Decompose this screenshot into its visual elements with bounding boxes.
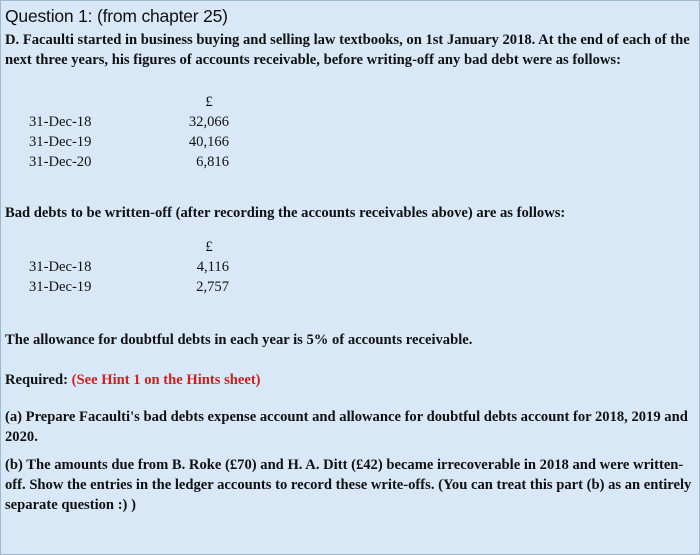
question-title: Question 1: (from chapter 25) [5,6,228,26]
question-intro: D. Facaulti started in business buying and selling law textbooks, on 1st January 2018. At the end of each of the next three years, his figures of accounts receivable, before writing-off any bad debt were as follows: [5,32,690,68]
receivables-table [29,92,249,172]
row-date: 31-Dec-20 [29,154,92,170]
bad-debts-table [29,237,249,297]
row-amount: 6,816 [196,154,229,170]
part-b-task: (b) The amounts due from B. Roke (£70) and H. A. Ditt (£42) became irrecoverable in 2018 and were written-off. Show the entries in the ledger accounts to record these write-offs. (You can treat this part (b) as an entirely separate question :) ) [5,457,692,513]
row-date: 31-Dec-19 [29,279,92,295]
required-label: Required: [5,372,68,388]
row-amount: 40,166 [188,134,229,150]
currency-symbol: £ [205,94,213,110]
row-date: 31-Dec-18 [29,259,92,275]
bad-debts-intro: Bad debts to be written-off (after recording the accounts receivables above) are as follows: [5,205,566,221]
row-date: 31-Dec-19 [29,134,92,150]
row-amount: 2,757 [196,279,229,295]
part-a-task: (a) Prepare Facaulti's bad debts expense account and allowance for doubtful debts account for 2018, 2019 and 2020. [5,409,688,445]
currency-symbol: £ [205,239,213,255]
row-amount: 4,116 [196,259,229,275]
allowance-statement: The allowance for doubtful debts in each year is 5% of accounts receivable. [5,332,473,348]
row-amount: 32,066 [188,114,229,130]
row-date: 31-Dec-18 [29,114,92,130]
required-line [5,370,695,390]
hint-reference: (See Hint 1 on the Hints sheet) [71,372,261,388]
